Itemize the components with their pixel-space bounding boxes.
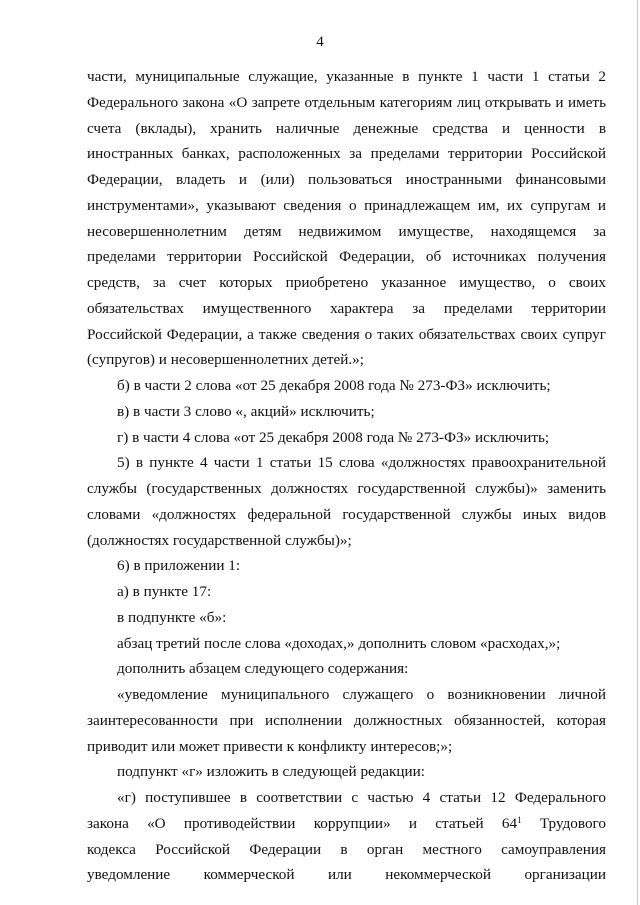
text-line: части, муниципальные служащие, указанные в пункте 1 части 1 статьи 2 bbox=[87, 68, 606, 85]
text-line: инструментами», указывают сведения о принадлежащем им, их супругам и bbox=[87, 196, 606, 214]
text-line: «уведомление муниципального служащего о возникновении личной bbox=[117, 686, 606, 703]
text-line: Российской Федерации, а также сведения о таких обязательствах своих супруг bbox=[87, 325, 606, 343]
text-line: средств, за счет которых приобретено указанное имущество, о своих bbox=[87, 274, 606, 291]
text-line: приводит или может привести к конфликту интересов;»; bbox=[87, 737, 453, 755]
page-edge bbox=[637, 0, 638, 905]
text-line: дополнить абзацем следующего содержания: bbox=[117, 660, 409, 678]
text-line: а) в пункте 17: bbox=[117, 583, 212, 600]
text-line: 5) в пункте 4 части 1 статьи 15 слова «должностях правоохранительной bbox=[117, 454, 606, 472]
text-line: в) в части 3 слово «, акций» исключить; bbox=[117, 402, 375, 420]
text-line: заинтересованности при исполнении должностных обязанностей, которая bbox=[87, 711, 606, 729]
text-line: г) в части 4 слова «от 25 декабря 2008 года № 273-ФЗ» исключить; bbox=[117, 428, 550, 446]
text-line: (должностях государственной службы)»; bbox=[87, 531, 352, 549]
text-line: счета (вклады), хранить наличные денежные средства и ценности в bbox=[87, 119, 606, 137]
text-line: подпункт «г» изложить в следующей редакции: bbox=[117, 763, 426, 781]
text-line: (супругов) и несовершеннолетних детей.»; bbox=[87, 351, 364, 369]
text-line: закона «О противодействии коррупции» и статьей $64^1$ Трудового bbox=[87, 814, 607, 832]
text-line: кодекса Российской Федерации в орган местного самоуправления bbox=[87, 840, 606, 858]
body-text bbox=[87, 64, 606, 888]
text-line: иностранных банках, расположенных за пределами территории Российской bbox=[87, 145, 606, 163]
text-line: уведомление коммерческой или некоммерческой организации bbox=[87, 866, 606, 884]
page-number: 4 bbox=[316, 34, 324, 50]
text-line: словами «должностях федеральной государственной службы иных видов bbox=[87, 505, 606, 523]
text-line: несовершеннолетним детям недвижимом имуществе, находящемся за bbox=[87, 222, 606, 240]
text-line: в подпункте «б»: bbox=[117, 608, 227, 626]
text-line: Федерального закона «О запрете отдельным категориям лиц открывать и иметь bbox=[87, 93, 606, 111]
text-line: Федерации, владеть и (или) пользоваться иностранными финансовыми bbox=[87, 171, 606, 188]
text-line: б) в части 2 слова «от 25 декабря 2008 года № 273-ФЗ» исключить; bbox=[117, 377, 551, 394]
text-line: «г) поступившее в соответствии с частью 4 статьи 12 Федерального bbox=[117, 789, 606, 806]
text-line: 6) в приложении 1: bbox=[117, 557, 241, 575]
text-line: обязательствах имущественного характера за пределами территории bbox=[87, 299, 606, 317]
text-line: службы (государственных должностях государственной службы)» заменить bbox=[87, 480, 606, 497]
superscript: 1 bbox=[517, 814, 522, 825]
text-line: абзац третий после слова «доходах,» дополнить словом «расходах,»; bbox=[117, 634, 561, 652]
text-line: пределами территории Российской Федерации, об источниках получения bbox=[87, 248, 606, 266]
